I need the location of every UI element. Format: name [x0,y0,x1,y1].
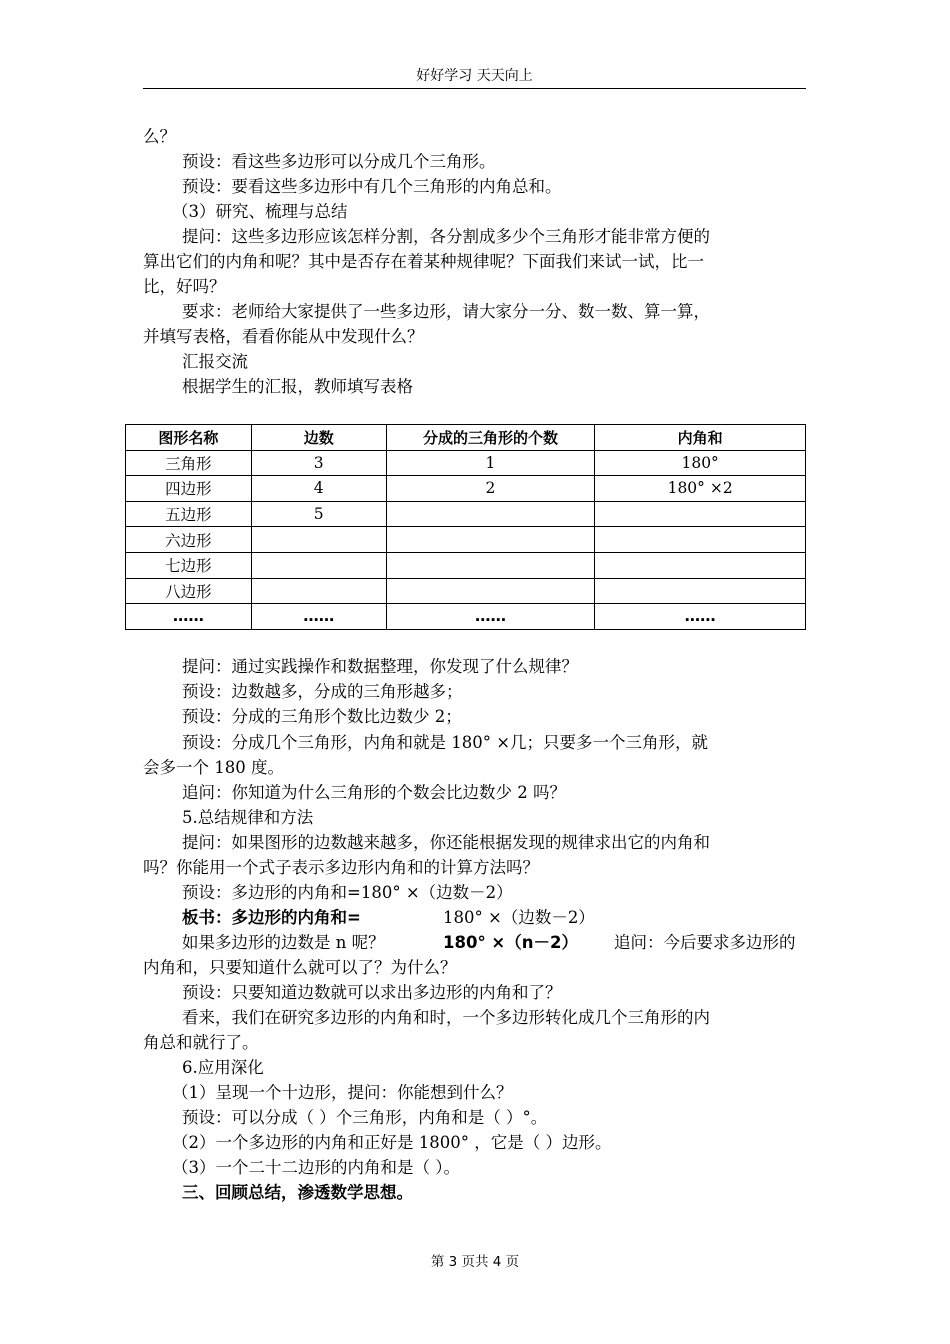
text-line: 预设：分成几个三角形，内角和就是 180° ×几；只要多一个三角形，就 [182,733,709,752]
table-cell: 2 [386,476,595,502]
table-cell: 3 [251,450,386,476]
text-line: 看来，我们在研究多边形的内角和时，一个多边形转化成几个三角形的内 [182,1008,710,1027]
table-cell [595,552,806,578]
text-line: 提问：这些多边形应该怎样分割，各分割成多少个三角形才能非常方便的 [182,227,710,246]
text-line: 预设：可以分成（ ）个三角形，内角和是（ ）°。 [182,1108,548,1127]
table-cell: 八边形 [126,578,252,604]
text-line: 并填写表格，看看你能从中发现什么？ [143,327,424,346]
text-line: 根据学生的汇报，教师填写表格 [182,377,413,396]
table-cell [251,527,386,553]
table-cell: 七边形 [126,552,252,578]
text-line: 追问：今后要求多边形的 [614,933,796,952]
subsection-heading: （3）研究、梳理与总结 [172,202,348,221]
header-cell: 分成的三角形的个数 [386,425,595,451]
text-line: 算出它们的内角和呢？其中是否存在着某种规律呢？下面我们来试一试，比一 [143,252,704,271]
table-cell [386,578,595,604]
text-line: （3）一个二十二边形的内角和是（ ）。 [172,1158,460,1177]
text-line: 预设：边数越多，分成的三角形越多； [182,682,463,701]
table-cell: …… [595,604,806,630]
text-line: 内角和，只要知道什么就可以了？为什么？ [143,958,457,977]
table-row [126,578,806,604]
text-line: 会多一个 180 度。 [143,758,284,777]
text-line: （2）一个多边形的内角和正好是 1800° ，它是（ ）边形。 [172,1133,612,1152]
board-label: 板书：多边形的内角和= [182,908,361,927]
page-header: 好好学习 天天向上 [143,66,806,89]
text-line: 提问：如果图形的边数越来越多，你还能根据发现的规律求出它的内角和 [182,833,710,852]
table-cell [251,552,386,578]
text-line: 预设：只要知道边数就可以求出多边形的内角和了？ [182,983,562,1002]
section-heading: 三、回顾总结，渗透数学思想。 [182,1183,413,1202]
table-cell: 五边形 [126,501,252,527]
text-line: 预设：看这些多边形可以分成几个三角形。 [182,152,496,171]
table-cell [386,552,595,578]
table-cell [595,527,806,553]
table-cell: 180° [595,450,806,476]
table-cell [251,578,386,604]
table-cell: …… [251,604,386,630]
header-cell: 内角和 [595,425,806,451]
text-line: 如果多边形的边数是 n 呢？ [182,933,385,952]
table-cell: 1 [386,450,595,476]
table-cell: …… [126,604,252,630]
section-heading: 5.总结规律和方法 [182,808,314,827]
table-cell [595,578,806,604]
section-heading: 6.应用深化 [182,1058,264,1077]
table-cell: 180° ×2 [595,476,806,502]
table-cell: 4 [251,476,386,502]
header-cell: 边数 [251,425,386,451]
table-cell: 四边形 [126,476,252,502]
text-line: 预设：分成的三角形个数比边数少 2； [182,707,462,726]
table-row [126,604,806,630]
text-line: 预设：多边形的内角和=180° ×（边数－2） [182,883,513,902]
table-row [126,527,806,553]
table-cell: 5 [251,501,386,527]
table-cell [595,501,806,527]
text-line: 追问：你知道为什么三角形的个数会比边数少 2 吗？ [182,783,566,802]
text-line: 么？ [143,127,176,146]
text-line: （1）呈现一个十边形，提问：你能想到什么？ [172,1083,513,1102]
text-line: 提问：通过实践操作和数据整理，你发现了什么规律？ [182,657,578,676]
n-formula: 180° ×（n－2） [443,933,578,952]
text-line: 预设：要看这些多边形中有几个三角形的内角总和。 [182,177,562,196]
table-row [126,501,806,527]
text-line: 要求：老师给大家提供了一些多边形，请大家分一分、数一数、算一算， [182,302,710,321]
table-header-row [126,425,806,451]
table-cell [386,527,595,553]
table-row [126,450,806,476]
polygon-angle-table [125,424,806,630]
table-row [126,476,806,502]
table-cell: 六边形 [126,527,252,553]
table-cell: …… [386,604,595,630]
text-line: 角总和就行了。 [143,1033,259,1052]
text-line: 比，好吗？ [143,277,226,296]
text-line: 吗？你能用一个式子表示多边形内角和的计算方法吗？ [143,858,539,877]
table-cell: 三角形 [126,450,252,476]
table-row [126,552,806,578]
text-line: 汇报交流 [182,352,248,371]
table-cell [386,501,595,527]
page-footer: 第 3 页共 4 页 [430,1254,520,1270]
board-formula: 180° ×（边数－2） [443,908,595,927]
header-cell: 图形名称 [126,425,252,451]
